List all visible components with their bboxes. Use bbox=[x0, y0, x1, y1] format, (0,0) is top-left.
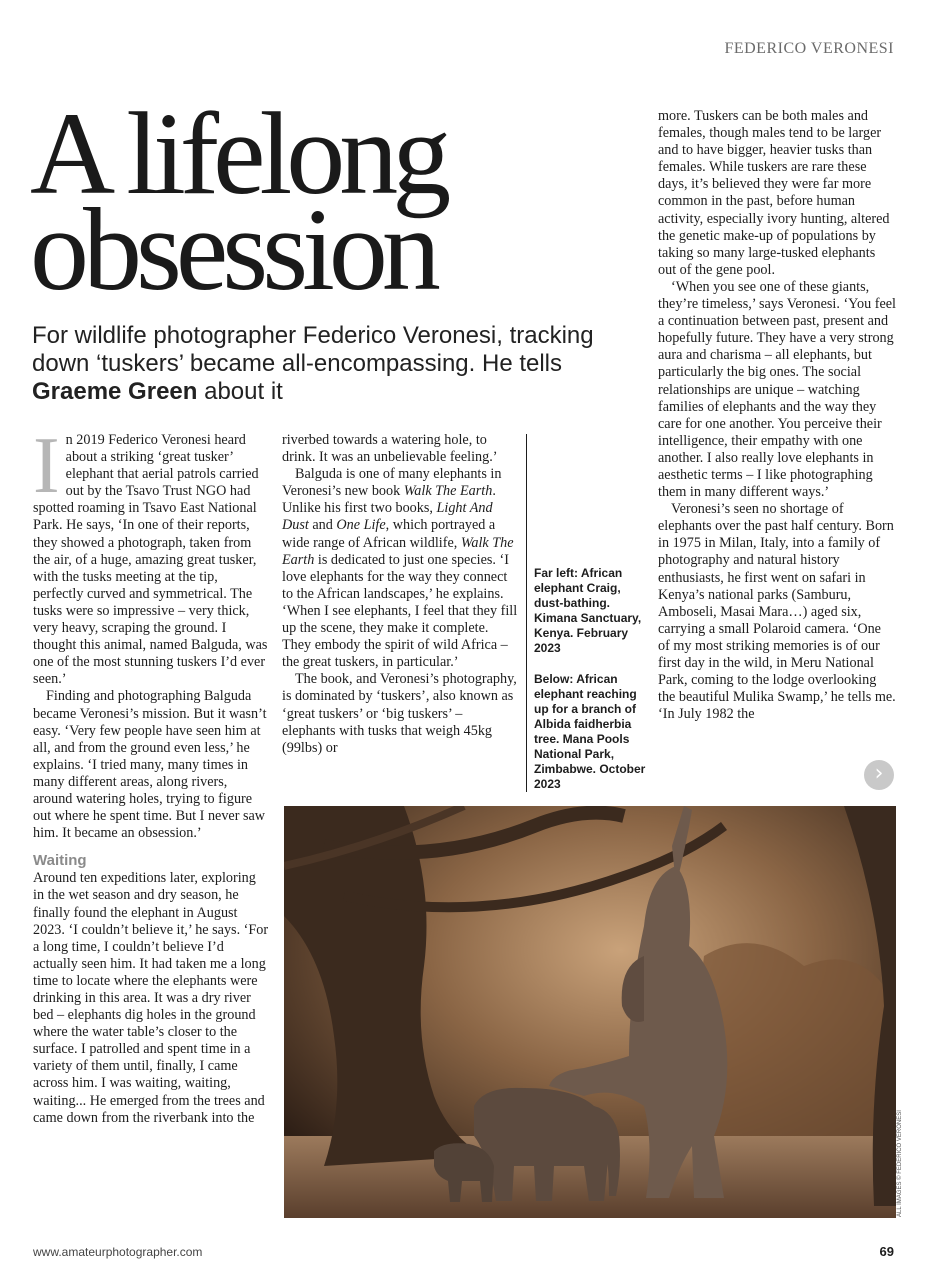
book-title: Light And Dust bbox=[282, 500, 493, 534]
body-column-2 bbox=[282, 432, 518, 757]
standfirst-author: Graeme Green bbox=[32, 378, 198, 405]
paragraph: Finding and photographing Balguda became Veronesi’s mission. But it wasn’t easy. ‘Very few people have seen him at all, and from the ground even less,’ he explains. ‘I tried many, many times in many different areas, along rivers, around watering holes, trying to figure out where he spent time. But I never saw him. It became an obsession.’ bbox=[33, 688, 267, 842]
paragraph bbox=[282, 466, 518, 671]
book-title: Walk The Earth bbox=[282, 534, 514, 568]
paragraph: Veronesi’s seen no shortage of elephants over the past half century. Born in 1975 in Milan, Italy, into a family of photography and natural history enthusiasts, he first went on safari in Kenya’s national parks (Samburu, Amboseli, Masai Mara…) aged six, carrying a small Polaroid camera. ‘One of my most striking memories is of our first day in the wild, in Meru National Park, coming to the lodge overlooking the beautiful Mulika Swamp,’ he tells me. ‘In July 1982 the bbox=[658, 501, 896, 723]
text: , which portrayed a wide range of African wildlife, bbox=[282, 517, 496, 551]
body-column-4 bbox=[658, 108, 896, 723]
next-page-arrow-icon[interactable]: › bbox=[864, 760, 894, 790]
subheading: Waiting bbox=[33, 852, 87, 870]
body-column-1 bbox=[33, 422, 269, 1127]
paragraph: Around ten expeditions later, exploring in the wet season and dry season, he finally found the elephant in August 2023. ‘I couldn’t believe it,’ he says. ‘For a long time, I couldn’t believe I’d actually seen him. It had taken me a long time to locate where the elephants were drinking in this area. It was a dry river bed – elephants dig holes in the ground where the water table’s closer to the surface. I patrolled and spent time in a variety of them until, finally, I came across him. I was waiting, waiting, waiting... He emerged from the trees and came down from the riverbank into the bbox=[33, 870, 269, 1126]
text: Balguda is one of many elephants in Veronesi’s new book bbox=[282, 466, 502, 500]
text: and bbox=[308, 517, 337, 534]
text: . Unlike his first two books, bbox=[282, 483, 496, 517]
photo-credit-text: ALL IMAGES © FEDERICO VERONESI bbox=[897, 1110, 903, 1217]
paragraph: more. Tuskers can be both males and females, though males tend to be larger and to have bigger, heavier tusks than females. While tuskers are rare these days, it’s believed they were far more common in the past, before human activity, especially ivory hunting, altered the genetic make-up of populations by taking so many large-tusked elephants out of the gene pool. bbox=[658, 108, 890, 278]
photo-credit bbox=[894, 1110, 906, 1220]
paragraph bbox=[33, 422, 269, 688]
standfirst-tail: about it bbox=[197, 378, 283, 405]
running-head: FEDERICO VERONESI bbox=[724, 40, 894, 57]
elephant-photo bbox=[284, 806, 896, 1218]
standfirst-text: For wildlife photographer Federico Veronesi, tracking down ‘tuskers’ became all-encompassing. He tells bbox=[32, 322, 594, 377]
paragraph: The book, and Veronesi’s photography, is dominated by ‘tuskers’, also known as ‘great tuskers’ or ‘big tuskers’ – elephants with tusks that weigh 45kg (99lbs) or bbox=[282, 671, 517, 756]
drop-cap: I bbox=[33, 422, 60, 510]
elephant-photo-illustration bbox=[284, 806, 896, 1218]
headline-line-1: A lifelong bbox=[30, 88, 446, 219]
caption-below: Below: African elephant reaching up for a branch of Albida faidherbia tree. Mana Pools National Park, Zimbabwe. October 2023 bbox=[534, 672, 646, 791]
paragraph: ‘When you see one of these giants, they’re timeless,’ says Veronesi. ‘You feel a continuation between past, present and hopefully future. They have a very strong aura and charisma – all elephants, but particularly the big ones. The social relationships are unique – watching families of elephants and the way they care for one another. You perceive their intelligence, their empathy with one another. I also really love elephants in aesthetic terms – I like photographing them in many different ways.’ bbox=[658, 278, 896, 501]
caption-far-left: Far left: African elephant Craig, dust-bathing. Kimana Sanctuary, Kenya. February 2023 bbox=[534, 566, 642, 655]
text: is dedicated to just one species. ‘I love elephants for the way they connect to the African landscapes,’ he explains. ‘When I see elephants, I feel that they fill up the scene, they make it complete. They embody the spirit of wild Africa – the great tuskers, in particular.’ bbox=[282, 551, 518, 671]
page-number: 69 bbox=[879, 1244, 894, 1259]
paragraph: riverbed towards a watering hole, to drink. It was an unbelievable feeling.’ bbox=[282, 432, 498, 466]
footer-url: www.amateurphotographer.com bbox=[33, 1245, 203, 1259]
book-title: Walk The Earth bbox=[403, 483, 493, 500]
column-divider bbox=[526, 434, 527, 792]
headline bbox=[30, 88, 630, 315]
headline-line-2: obsession bbox=[30, 184, 435, 315]
book-title: One Life bbox=[336, 517, 386, 534]
standfirst bbox=[32, 322, 632, 406]
paragraph-text: n 2019 Federico Veronesi heard about a striking ‘great tusker’ elephant that aerial patrols carried out by the Tsavo Trust NGO had spotted roaming in Tsavo East National Park. He says, ‘In one of their reports, they showed a photograph, taken from the air, of a huge, amazing great tusker, with the tusks meeting at the tip, perfectly curved and symmetrical. The tusks were so impressive – very thick, very heavy, scraping the ground. I thought this animal, named Balguda, was one of the most stunning tuskers I’d ever seen.’ bbox=[33, 432, 268, 688]
